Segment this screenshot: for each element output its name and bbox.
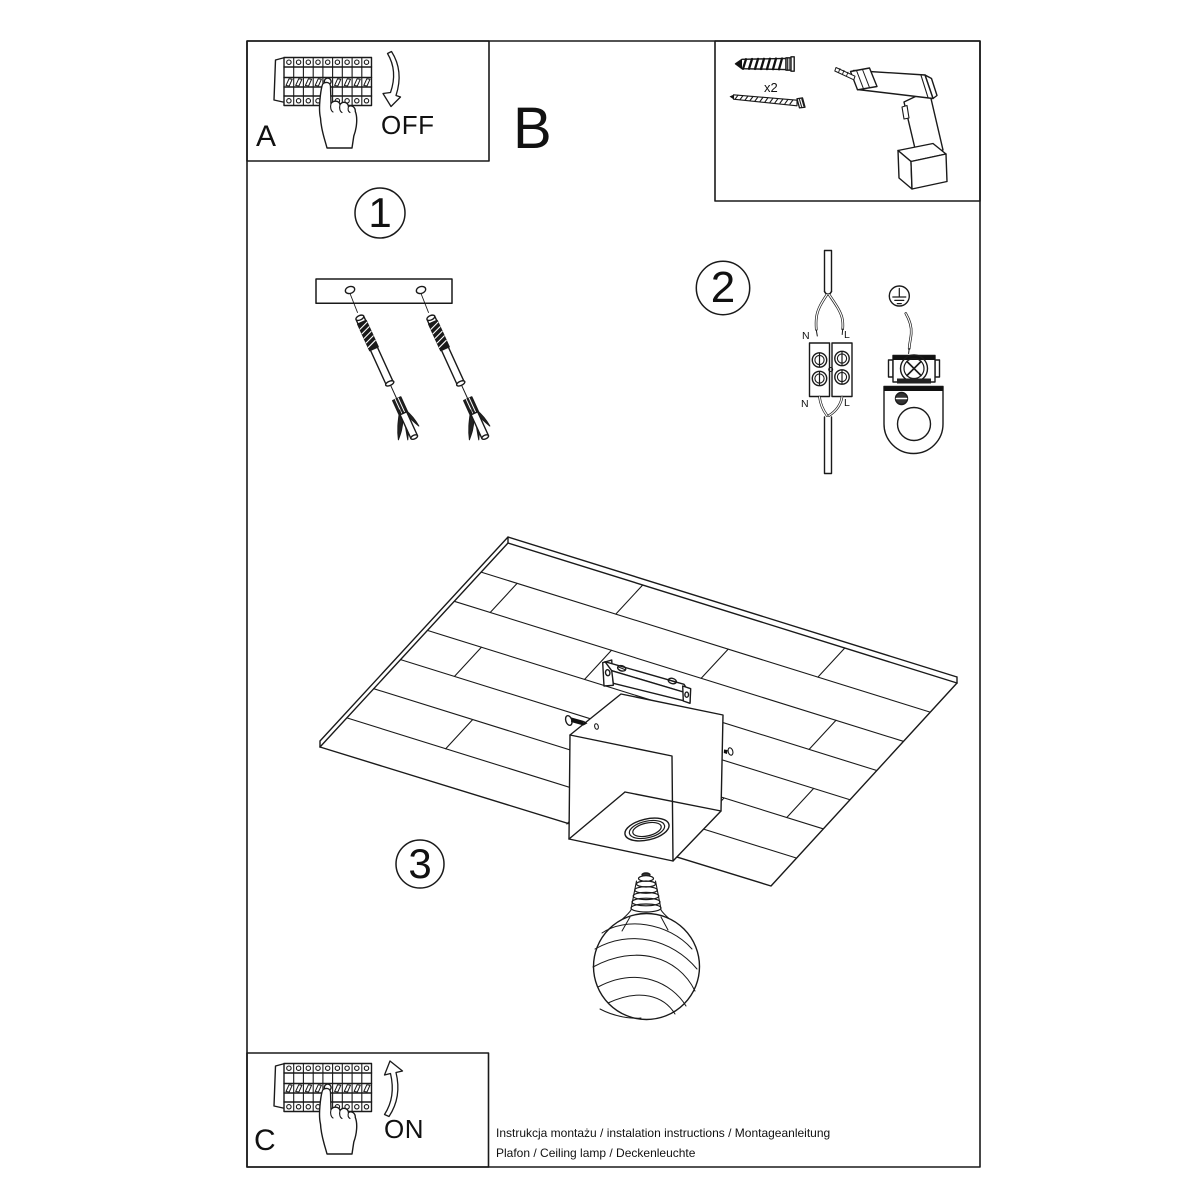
screw-icon <box>730 95 806 108</box>
mains-cable-bottom <box>820 397 843 474</box>
step3-number: 3 <box>408 840 432 887</box>
step-c-label: C <box>254 1124 276 1157</box>
earth-terminal-bracket <box>884 355 943 454</box>
mains-cable-top <box>816 251 843 337</box>
footer-line2: Plafon / Ceiling lamp / Deckenleuchte <box>496 1145 696 1160</box>
switch-off-label: OFF <box>381 110 435 140</box>
screw-anchor-1 <box>345 312 423 445</box>
step-a-label: A <box>256 120 277 153</box>
side-screw-right <box>724 747 734 756</box>
drill-icon <box>835 68 947 190</box>
mounting-plate <box>316 279 452 303</box>
wire-label-n-bottom: N <box>801 398 809 410</box>
terminal-block <box>810 343 853 397</box>
ceiling-bracket <box>603 660 691 703</box>
quantity-label: x2 <box>764 80 778 95</box>
earth-symbol-icon <box>889 286 909 306</box>
wire-label-n-top: N <box>802 330 810 342</box>
arrow-up-icon <box>385 1061 403 1117</box>
screw-anchor-2 <box>416 312 494 445</box>
step3-illustration <box>320 537 957 1020</box>
arrow-down-icon <box>383 52 401 107</box>
lamp-cube <box>569 694 723 861</box>
wire-label-l-bottom: L <box>844 397 850 409</box>
light-bulb <box>593 873 700 1020</box>
footer-line1: Instrukcja montażu / instalation instructions / Montageanleitung <box>496 1126 831 1140</box>
step2-number: 2 <box>710 263 736 312</box>
wall-plug-icon <box>736 57 795 71</box>
switch-on-label: ON <box>384 1114 424 1144</box>
step-b-label: B <box>513 96 552 161</box>
step1-number: 1 <box>368 189 392 236</box>
wire-label-l-top: L <box>844 329 850 341</box>
earth-wire <box>906 314 911 354</box>
